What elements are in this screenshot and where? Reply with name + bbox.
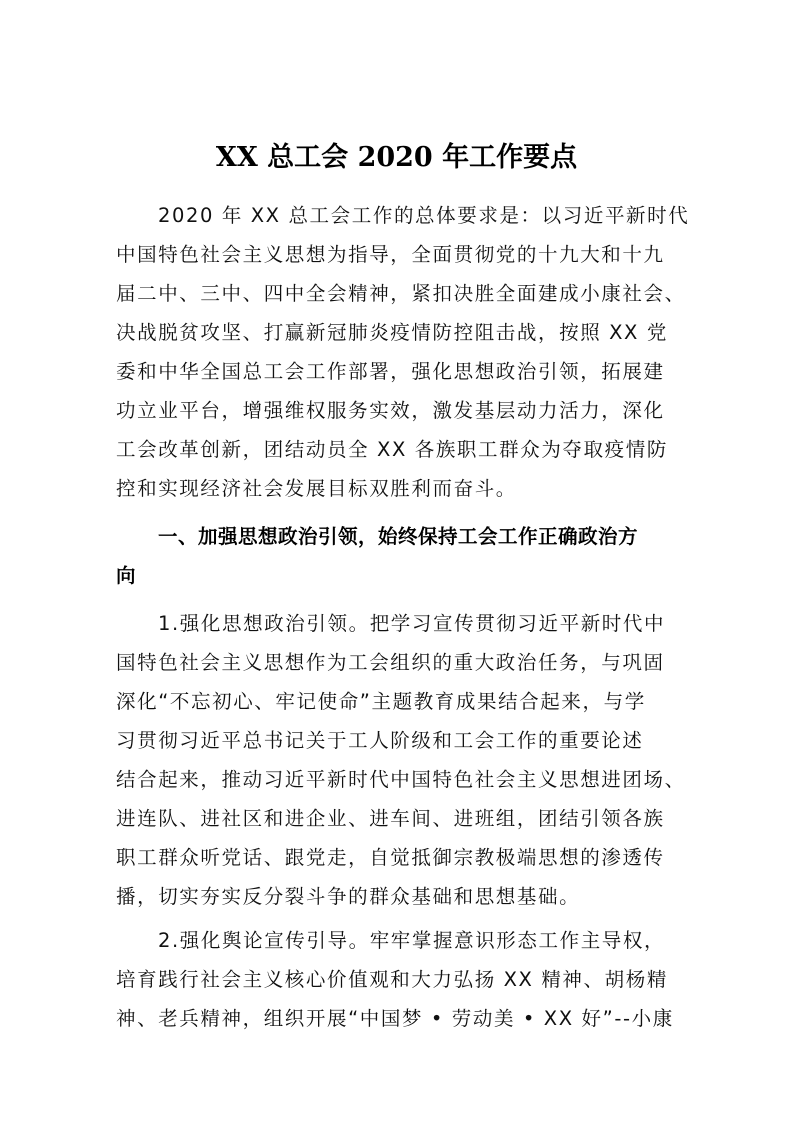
paragraph-line: 中国特色社会主义思想为指导，全面贯彻党的十九大和十九 [116, 243, 665, 266]
paragraph-line: 结合起来，推动习近平新时代中国特色社会主义思想进团场、 [116, 768, 686, 791]
paragraph-line: 培育践行社会主义核心价值观和大力弘扬 XX 精神、胡杨精 [116, 968, 668, 991]
paragraph-line: 习贯彻习近平总书记关于工人阶级和工会工作的重要论述 [116, 729, 644, 752]
paragraph-line: 神、老兵精神，组织开展“中国梦 • 劳动美 • XX 好”--小康 [116, 1007, 674, 1030]
paragraph-line: 进连队、进社区和进企业、进车间、进班组，团结引领各族 [116, 807, 665, 830]
paragraph-line: 委和中华全国总工会工作部署，强化思想政治引领，拓展建 [116, 360, 665, 383]
paragraph-line: 决战脱贫攻坚、打赢新冠肺炎疫情防控阻击战，按照 XX 党 [116, 321, 668, 344]
paragraph-line: 国特色社会主义思想作为工会组织的重大政治任务，与巩固 [116, 651, 665, 674]
paragraph-line: 功立业平台，增强维权服务实效，激发基层动力活力，深化 [116, 399, 665, 422]
paragraph-line: 控和实现经济社会发展目标双胜利而奋斗。 [116, 477, 517, 500]
paragraph-line: 工会改革创新，团结动员全 XX 各族职工群众为夺取疫情防 [116, 438, 668, 461]
paragraph-line: 届二中、三中、四中全会精神，紧扣决胜全面建成小康社会、 [116, 282, 686, 305]
paragraph-line: 1.强化思想政治引领。把学习宣传贯彻习近平新时代中 [158, 612, 666, 635]
paragraph-line: 职工群众听党话、跟党走，自觉抵御宗教极端思想的渗透传 [116, 846, 665, 869]
paragraph-line: 2020 年 XX 总工会工作的总体要求是：以习近平新时代 [158, 204, 690, 227]
paragraph-line: 2.强化舆论宣传引导。牢牢掌握意识形态工作主导权， [158, 929, 666, 952]
section-heading-continuation: 向 [116, 564, 137, 587]
document-title: XX 总工会 2020 年工作要点 [215, 142, 578, 173]
paragraph-line: 深化“不忘初心、牢记使命”主题教育成果结合起来，与学 [116, 690, 646, 713]
section-heading: 一、加强思想政治引领，始终保持工会工作正确政治方 [158, 525, 639, 548]
paragraph-line: 播，切实夯实反分裂斗争的群众基础和思想基础。 [116, 885, 581, 908]
